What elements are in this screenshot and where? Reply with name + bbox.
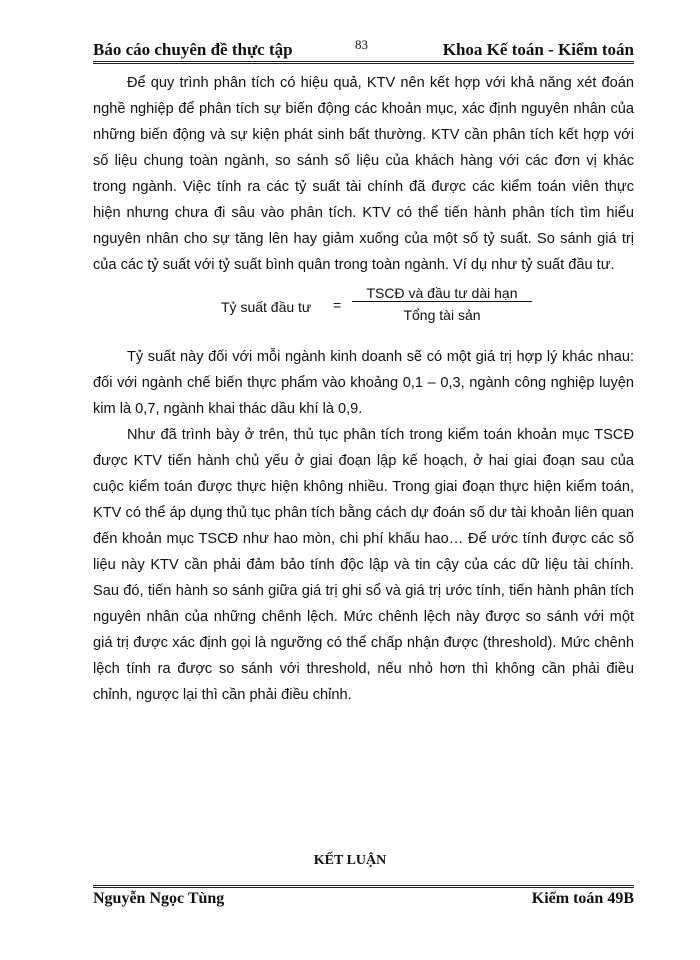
paragraph-tscd-procedures: Như đã trình bày ở trên, thủ tục phân tích trong kiểm toán khoản mục TSCĐ được KTV tiến hành chủ yếu ở giai đoạn lập kế hoạch, ở hai giai đoạn sau của cuộc kiểm toán được thực hiện không nhiều. Trong giai đoạn thực hiện kiểm toán, KTV có thể áp dụng thủ tục phân tích bằng cách dự đoán số dư tài khoản liên quan đến khoản mục TSCĐ như hao mòn, chi phí khấu hao… Để ước tính được các số liệu này KTV cần phải đảm bảo tính độc lập và tin cậy của các dữ liệu tài chính. Sau đó, tiến hành so sánh giữa giá trị ghi sổ và giá trị ước tính, tiến hành phân tích nguyên nhân của những chênh lệch. Mức chênh lệch này được so sánh với một giá trị được xác định gọi là ngưỡng có thể chấp nhận được (threshold). Mức chênh lệch tính ra được so sánh với threshold, nếu nhỏ hơn thì không cần phải điều chỉnh, ngược lại thì cần phải điều chỉnh. (93, 427, 634, 703)
formula-denominator: Tổng tài sản (403, 307, 481, 323)
page-number: 83 (355, 37, 368, 52)
investment-ratio-formula (93, 280, 634, 330)
conclusion-heading: KẾT LUẬN (313, 853, 387, 868)
footer-author: Nguyễn Ngọc Tùng (93, 890, 225, 907)
header-department: Khoa Kế toán - Kiểm toán (442, 40, 634, 59)
page-footer (93, 890, 634, 912)
footer-divider (93, 885, 634, 888)
paragraph-analysis-effectiveness: Để quy trình phân tích có hiệu quả, KTV nên kết hợp với khả năng xét đoán nghề nghiệp để phân tích sự biến động các khoản mục, xác định nguyên nhân của những biến động và sự kiện phát sinh bất thường. KTV cần phân tích kết hợp với số liệu chung toàn ngành, so sánh số liệu của khách hàng với các đơn vị khác trong ngành. Việc tính ra các tỷ suất tài chính đã được các kiểm toán viên thực hiện nhưng chưa đi sâu vào phân tích. KTV có thể tiến hành phân tích tìm hiểu nguyên nhân cho sự tăng lên hay giảm xuống của một số tỷ suất. So sánh giá trị của các tỷ suất với tỷ suất bình quân trong toàn ngành. Ví dụ như tỷ suất đầu tư. (93, 75, 634, 273)
formula-equals: = (333, 297, 342, 313)
body-text (93, 70, 634, 708)
formula-numerator: TSCĐ và đầu tư dài hạn (366, 285, 518, 301)
footer-class: Kiểm toán 49B (531, 890, 634, 907)
formula-lhs: Tỷ suất đầu tư (221, 299, 312, 315)
header-report-title: Báo cáo chuyên đề thực tập (93, 40, 293, 59)
header-divider (93, 61, 634, 64)
paragraph-industry-ratios: Tỷ suất này đối với mỗi ngành kinh doanh sẽ có một giá trị hợp lý khác nhau: đối với ngành chế biến thực phẩm vào khoảng 0,1 – 0,3, ngành công nghiệp luyện kim là 0,7, ngành khai thác dầu khí là 0,9. (93, 349, 634, 417)
